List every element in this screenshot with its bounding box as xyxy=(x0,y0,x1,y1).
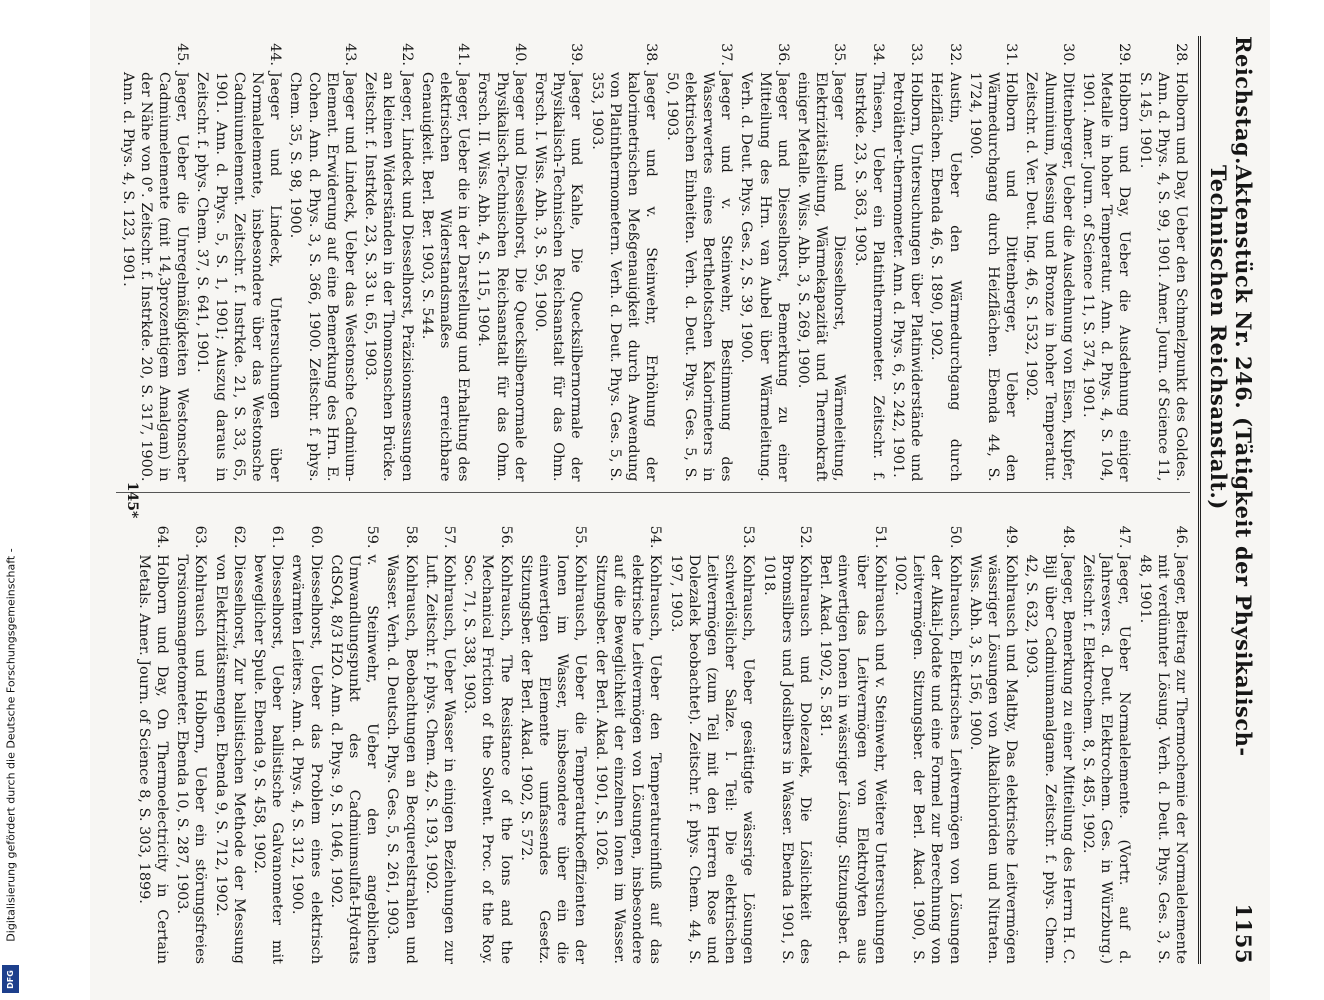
entry-text: Kohlrausch, Beobachtungen an Becquerelstrahlen und Wasser. Verh. d. Deutsch. Phys. Ges. 5, S. 261, 1903. xyxy=(384,554,419,964)
page-number: 1155 xyxy=(1231,903,1256,964)
entry-text: Jaeger und Diesselhorst, Wärmeleitung, Elektrizitätsleitung, Wärmekapazität und Thermokraft einiger Metalle. Wiss. Abh. 3, S. 269, 1900. xyxy=(794,72,848,482)
entry-number: 37. xyxy=(718,43,735,66)
bibliography-entry xyxy=(891,519,964,965)
bibliography-entry xyxy=(135,519,171,965)
entry-text: Jaeger und v. Steinwehr, Bestimmung des Wasserwertes eines Berthelotschen Kalorimeters in elektrischen Einheiten. Verh. d. Deut. Phys. Ges. 5, S. 50, 1903. xyxy=(663,72,735,482)
entry-text: Kohlrausch und Holborn, Ueber ein störungsfreies Torsionsmagnetometer. Ebenda 10, S. 287, 1903. xyxy=(174,554,209,964)
bibliography-entry xyxy=(361,36,416,482)
entry-number: 29. xyxy=(1116,43,1133,66)
entry-number: 31. xyxy=(1003,43,1020,66)
entry-text: Jaeger und Kahle, Die Quecksilbernormale der Physikalisch-Technischen Reichsanstalt für das Ohm. Forsch. I. Wiss. Abh. 3, S. 95, 1900. xyxy=(532,72,585,482)
entry-text: Jaeger und v. Steinwehr, Erhöhung der kalorimetrischen Meßgenauigkeit durch Anwendung von Platinthermometern. Verh. d. Deut. Phys. Ges. 5, S. 353, 1903. xyxy=(588,72,660,482)
entry-number: 50. xyxy=(946,525,963,549)
page-footer xyxy=(124,0,140,1000)
entry-number: 54. xyxy=(647,525,664,549)
entry-text: Jaeger, Beitrag zur Thermochemie der Normalelemente mit verdünnter Lösung. Verh. d. Deut. Phys. Ges. 3, S. 48, 1901. xyxy=(1136,554,1189,964)
entry-number: 47. xyxy=(1116,525,1133,549)
entry-text: Kohlrausch und v. Steinwehr, Weitere Untersuchungen über das Leitvermögen von Elektrolyten aus einwertigen Ionen in wässriger Lösung. Sitzungsber. d. Berl. Akad. 1902, S. 581. xyxy=(817,554,888,964)
bibliography-entry xyxy=(666,519,757,965)
entry-text: Jaeger und Diesselhorst, Bemerkung zu einer Mitteilung des Hrn. van Aubel über Wärmeleitung. Verh. d. Deut. Phys. Ges. 2, S. 39, 1900. xyxy=(738,72,791,482)
text-columns xyxy=(116,36,1190,964)
entry-text: Holborn und Day, Ueber den Schmelzpunkt des Goldes. Ann. d. Phys. 4, S. 99, 1901. Amer. Journ. of Science 11, S. 145, 1901. xyxy=(1136,72,1189,482)
entry-text: Holborn und Day, On Thermoelectricity in Certain Metals. Amer. Journ. of Science 8, S. 303, 1899. xyxy=(135,554,171,964)
header-right-title: (Tätigkeit der Physikalisch-Technischen Reichsanstalt.) xyxy=(1206,164,1256,757)
bibliography-entry xyxy=(1079,519,1134,965)
bibliography-entry xyxy=(966,519,1021,965)
bibliography-entry xyxy=(759,519,814,965)
bibliography-entry xyxy=(517,519,590,965)
entry-number: 36. xyxy=(774,43,791,66)
entry-number: 56. xyxy=(497,525,514,549)
entry-number: 39. xyxy=(568,43,585,66)
entry-number: 38. xyxy=(643,43,660,66)
entry-number: 46. xyxy=(1173,525,1189,549)
entry-number: 58. xyxy=(402,525,419,549)
bibliography-entry xyxy=(850,36,886,482)
entry-text: Jaeger und Lindeck, Ueber das Westonsche Cadmium-Element. Erwiderung auf eine Bemerkung des Hrn. E. Cohen. Ann. d. Phys. 3, S. 366, 1900. Zeitschr. f. phys. Chem. 35, S. 98, 1900. xyxy=(287,72,359,482)
bibliography-entry xyxy=(737,36,792,482)
entry-number: 33. xyxy=(908,43,925,66)
bibliography-entry xyxy=(966,36,1021,482)
entry-number: 41. xyxy=(455,43,472,66)
bibliography-entry xyxy=(1022,519,1077,965)
entry-number: 49. xyxy=(1003,525,1020,549)
entry-text: Diesselhorst, Zur ballistischen Methode der Messung von Elektrizitätsmengen. Ebenda 9, S. 712, 1902. xyxy=(212,554,247,964)
entry-text: Diesselhorst, Ueber das Problem eines elektrisch erwärmten Leiters. Ann. d. Phys. 4, S. 312, 1900. xyxy=(289,554,324,964)
entry-text: Austin, Ueber den Wärmedurchgang durch Heizflächen. Ebenda 46, S. 1890, 1902. xyxy=(928,72,963,482)
bibliography-entry xyxy=(816,519,889,965)
sponsor-text: Digitalisierung gefördert durch die Deutsche Forschungsgemeinschaft - xyxy=(4,548,18,942)
entry-number: 48. xyxy=(1059,525,1076,549)
entry-number: 43. xyxy=(342,43,359,66)
bibliography-entry xyxy=(662,36,735,482)
entry-number: 55. xyxy=(572,525,589,549)
entry-number: 57. xyxy=(441,525,458,549)
bibliography-entry xyxy=(286,36,359,482)
sponsor-strip xyxy=(0,0,22,1000)
entry-text: Jaeger, Ueber Normalelemente. (Vortr. auf d. Jahresvers. d. Deut. Elektrochem. Ges. in Würzburg.) Zeitschr. f. Elektrochem. 8, S. 485, 1902. xyxy=(1079,554,1133,964)
entry-number: 45. xyxy=(174,43,191,66)
entry-number: 53. xyxy=(740,525,757,549)
entry-text: Kohlrausch, Ueber Wasser in einigen Beziehungen zur Luft. Zeitschr. f. phys. Chem. 42, S. 193, 1902. xyxy=(422,554,458,964)
entry-text: Kohlrausch und Maltby, Das elektrische Leitvermögen wässriger Lösungen von Alkalichloriden und Nitraten. Wiss. Abh. 3, S. 156, 1900. xyxy=(966,554,1020,964)
entry-text: Thiesen, Ueber ein Platinthermometer. Zeitschr. f. Instrkde. 23, S. 363, 1903. xyxy=(851,72,886,482)
entry-text: Kohlrausch, Ueber den Temperatureinfluß auf das elektrische Leitvermögen von Lösungen, insbesondere auf die Beweglichkeit der einzelnen Ionen im Wasser. Sitzungsber. der Berl. Akad. 1901, S. 1026. xyxy=(592,554,664,964)
bibliography-entry xyxy=(927,36,963,482)
bibliography-entry xyxy=(474,36,529,482)
entry-number: 44. xyxy=(267,43,284,66)
bibliography-entry xyxy=(588,36,661,482)
bibliography-entry xyxy=(1079,36,1134,482)
signature-mark: 145* xyxy=(124,481,140,519)
bibliography-entry xyxy=(531,36,586,482)
entry-number: 32. xyxy=(946,43,963,66)
entry-text: Kohlrausch, Ueber die Temperaturkoeffizienten der Ionen im Wasser, insbesondere über ein die einwertigen Elemente umfassendes Gesetz. Sitzungsber. der Berl. Akad. 1902, S. 572. xyxy=(517,554,589,964)
entry-number: 28. xyxy=(1173,43,1189,66)
entry-text: Kohlrausch, Ueber gesättigte wässrige Lösungen schwerlöslicher Salze. I. Teil: Die elektrischen Leitvermögen (zum Teil mit den Herren Rose und Dolezalek beobachtet). Zeitschr. f. phys. Chem. 44, S. 197, 1903. xyxy=(667,554,757,964)
entry-text: v. Steinwehr, Ueber den angeblichen Umwandlungspunkt des Cadmiumsulfat-Hydrats CdSO4, 8/3 H2O. Ann. d. Phys. 9, S. 1046, 1902. xyxy=(327,554,381,964)
entry-text: Diesselhorst, Ueber ballistische Galvanometer mit beweglicher Spule. Ebenda 9, S. 458, 1902. xyxy=(251,554,286,964)
entry-number: 62. xyxy=(230,525,247,549)
bibliography-entry xyxy=(250,519,286,965)
entry-number: 61. xyxy=(269,525,286,549)
bibliography-entry xyxy=(1135,519,1190,965)
bibliography-entry xyxy=(889,36,925,482)
entry-number: 42. xyxy=(398,43,415,66)
page-header xyxy=(1198,36,1256,964)
entry-number: 52. xyxy=(796,525,813,549)
dfg-logo xyxy=(2,965,19,993)
left-column xyxy=(116,36,1190,493)
entry-text: Jaeger, Bemerkung zu einer Mitteilung des Herrn H. C. Bijl über Cadmiumamalgame. Zeitschr. f. phys. Chem. 42, S. 632, 1903. xyxy=(1023,554,1076,964)
entry-text: Dittenberger, Ueber die Ausdehnung von Eisen, Kupfer, Aluminium, Messing und Bronze in hoher Temperatur. Zeitschr. d. Ver. Deut. Ing. 46, S. 1532, 1902. xyxy=(1023,72,1076,482)
entry-number: 40. xyxy=(511,43,528,66)
entry-text: Holborn, Untersuchungen über Platinwiderstände und Petroläther-thermometer. Ann. d. Phys. 6, S. 242, 1901. xyxy=(889,72,925,482)
bibliography-entry xyxy=(193,36,284,482)
entry-text: Jaeger, Ueber die in der Darstellung und Erhaltung des elektrischen Widerstandsmaßes erreichbare Genauigkeit. Berl. Ber. 1903, S. 544. xyxy=(418,72,472,482)
entry-number: 51. xyxy=(871,525,888,549)
bibliography-entry xyxy=(1135,36,1190,482)
scanned-page xyxy=(90,0,1270,1000)
entry-number: 63. xyxy=(192,525,209,549)
entry-text: Jaeger, Lindeck und Diesselhorst, Präzisionsmessungen an kleinen Widerständen in der Thomsonschen Brücke. Zeitschr. f. Instrkde. 23, S. 33 u. 65, 1903. xyxy=(362,72,415,482)
entry-text: Holborn und Dittenberger, Ueber den Wärmedurchgang durch Heizflächen. Ebenda 44, S. 1724, 1900. xyxy=(966,72,1020,482)
entry-number: 34. xyxy=(869,43,886,66)
entry-number: 35. xyxy=(831,43,848,66)
bibliography-entry xyxy=(288,519,324,965)
entry-text: Kohlrausch und Dolezalek, Die Löslichkeit des Bromsilbers und Jodsilbers in Wasser. Ebenda 1901, S. 1018. xyxy=(760,554,813,964)
bibliography-entry xyxy=(418,36,473,482)
entry-text: Jaeger und Lindeck, Untersuchungen über Normalelemente, insbesondere über das Westonsche Cadmiumelement. Zeitschr. f. Instrkde. 21, S. 33, 65, 1901. Ann. d. Phys. 5, S. 1, 1901; Auszug daraus in Zeitschr. f. phys. Chem. 37, S. 641, 1901. xyxy=(194,72,284,482)
header-left: Reichstag. xyxy=(1231,36,1256,165)
entry-text: Kohlrausch, The Resistance of the Ions and the Mechanical Friction of the Solvent. Proc. of the Roy. Soc. 71, S. 338, 1903. xyxy=(461,554,514,964)
entry-text: Holborn und Day, Ueber die Ausdehnung einiger Metalle in hoher Temperatur. Ann. d. Phys. 4, S. 104, 1901. Amer. Journ. of Science 11, S. 374, 1901. xyxy=(1079,72,1133,482)
bibliography-entry xyxy=(327,519,382,965)
right-column xyxy=(116,519,1190,965)
entry-number: 60. xyxy=(307,525,324,549)
header-title xyxy=(1206,165,1256,904)
header-center: Aktenstück Nr. 246. xyxy=(1231,164,1256,410)
bibliography-entry xyxy=(422,519,458,965)
entry-text: Kohlrausch, Elektrisches Leitvermögen von Lösungen der Alkali-Jodate und eine Formel zur Berechnung von Leitvermögen. Sitzungsber. der Berl. Akad. 1900, S. 1002. xyxy=(891,554,963,964)
dfg-logo-text: DFG xyxy=(6,969,16,989)
entry-number: 59. xyxy=(364,525,381,549)
bibliography-entry xyxy=(794,36,849,482)
entry-text: Jaeger, Ueber die Unregelmäßigkeiten Westonscher Cadmiumelemente (mit 14,3prozentigem Amalgam) in der Nähe von 0°. Zeitschr. f. Instrkde. 20, S. 317, 1900. Ann. d. Phys. 4, S. 123, 1901. xyxy=(119,72,191,482)
bibliography-entry xyxy=(173,519,209,965)
bibliography-entry xyxy=(383,519,419,965)
bibliography-entry xyxy=(460,519,515,965)
entry-number: 64. xyxy=(154,525,171,549)
bibliography-entry xyxy=(211,519,247,965)
entry-number: 30. xyxy=(1059,43,1076,66)
bibliography-entry xyxy=(1022,36,1077,482)
bibliography-entry xyxy=(592,519,665,965)
entry-text: Jaeger und Diesselhorst, Die Quecksilbernormale der Physikalisch-Technischen Reichsanstalt für das Ohm. Forsch. II. Wiss. Abh. 4, S. 115, 1904. xyxy=(475,72,528,482)
